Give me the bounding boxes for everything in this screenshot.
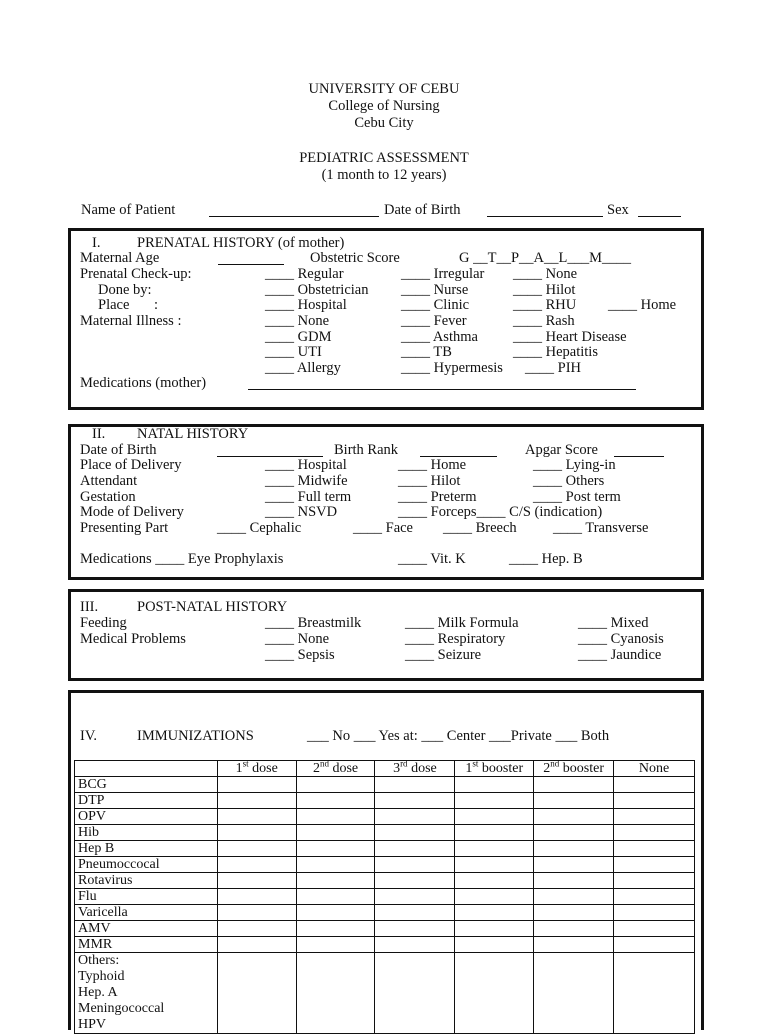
dose-cell[interactable] [296, 841, 375, 857]
dose-cell[interactable] [296, 905, 375, 921]
prenatal-title: PRENATAL HISTORY (of mother) [137, 235, 345, 251]
mother-medications-label: Medications (mother) [80, 375, 207, 391]
feeding-label: Feeding [80, 615, 127, 631]
column-header: 1st dose [217, 761, 296, 777]
dose-cell[interactable] [455, 809, 534, 825]
dob-label: Date of Birth [384, 202, 461, 218]
table-row [75, 937, 695, 953]
illness-fever[interactable]: ____ Fever [401, 313, 467, 329]
dose-cell[interactable] [614, 921, 695, 937]
problem-seizure[interactable]: ____ Seizure [405, 647, 482, 663]
dose-cell[interactable] [455, 953, 534, 1034]
dose-cell[interactable] [217, 937, 296, 953]
attendant-midwife[interactable]: ____ Midwife [265, 473, 348, 489]
other-vaccine-name: Others: [78, 953, 120, 968]
dose-cell[interactable] [534, 921, 614, 937]
dose-cell[interactable] [375, 921, 455, 937]
dose-cell[interactable] [455, 889, 534, 905]
dose-cell[interactable] [217, 841, 296, 857]
problem-respiratory[interactable]: ____ Respiratory [405, 631, 506, 647]
feeding-milk-formula[interactable]: ____ Milk Formula [405, 615, 519, 631]
feeding-breastmilk[interactable]: ____ Breastmilk [265, 615, 362, 631]
section-number-1: I. [92, 235, 101, 251]
presenting-cephalic[interactable]: ____ Cephalic [217, 520, 302, 536]
vaccine-name: Rotavirus [75, 873, 218, 889]
dose-cell[interactable] [614, 905, 695, 921]
table-row [75, 873, 695, 889]
column-header: 1st booster [455, 761, 534, 777]
table-row [75, 825, 695, 841]
dose-cell[interactable] [296, 809, 375, 825]
dose-cell[interactable] [296, 953, 375, 1034]
dose-cell[interactable] [217, 953, 296, 1034]
prenatal-checkup-label: Prenatal Check-up: [80, 266, 192, 282]
natal-vit-k[interactable]: ____ Vit. K [398, 551, 466, 567]
maternal-age-blank[interactable] [218, 264, 284, 265]
postnatal-title: POST-NATAL HISTORY [137, 599, 288, 615]
illness-asthma[interactable]: ____ Asthma [401, 329, 478, 345]
dose-cell[interactable] [375, 841, 455, 857]
dose-cell[interactable] [375, 777, 455, 793]
mother-medications-blank[interactable] [248, 389, 636, 390]
dose-cell[interactable] [375, 889, 455, 905]
obstetric-score-label: Obstetric Score [310, 250, 400, 266]
dose-cell[interactable] [455, 793, 534, 809]
place-home[interactable]: ____ Home [608, 297, 677, 313]
column-header: 2nd dose [296, 761, 375, 777]
gestation-full-term[interactable]: ____ Full term [265, 489, 352, 505]
vaccine-name: Hib [75, 825, 218, 841]
vaccine-name: Hep B [75, 841, 218, 857]
dose-cell[interactable] [455, 825, 534, 841]
column-header: None [614, 761, 695, 777]
place-hospital[interactable]: ____ Hospital [265, 297, 347, 313]
university-name: UNIVERSITY OF CEBU [308, 81, 460, 97]
place-rhu[interactable]: ____ RHU [513, 297, 577, 313]
other-vaccine-name: Meningococcal [78, 1001, 165, 1016]
checkup-none[interactable]: ____ None [513, 266, 578, 282]
illness-heart-disease[interactable]: ____ Heart Disease [513, 329, 627, 345]
patient-name-label: Name of Patient [81, 202, 176, 218]
illness-gdm[interactable]: ____ GDM [265, 329, 332, 345]
dose-cell[interactable] [217, 825, 296, 841]
table-row-others [75, 953, 695, 1034]
delivery-home[interactable]: ____ Home [398, 457, 467, 473]
dose-cell[interactable] [534, 857, 614, 873]
dose-cell[interactable] [614, 841, 695, 857]
problem-sepsis[interactable]: ____ Sepsis [265, 647, 335, 663]
attendant-others[interactable]: ____ Others [533, 473, 605, 489]
table-row [75, 905, 695, 921]
gestation-label: Gestation [80, 489, 136, 505]
dose-cell[interactable] [217, 889, 296, 905]
vaccine-name: OPV [75, 809, 218, 825]
vaccine-name: Varicella [75, 905, 218, 921]
dose-cell[interactable] [614, 777, 695, 793]
dose-cell[interactable] [375, 905, 455, 921]
section-number-2: II. [92, 426, 106, 442]
college-name: College of Nursing [328, 98, 440, 114]
birth-rank-label: Birth Rank [334, 442, 399, 458]
natal-dob-label: Date of Birth [80, 442, 157, 458]
presenting-part-label: Presenting Part [80, 520, 169, 536]
vaccine-name: DTP [75, 793, 218, 809]
other-vaccine-name: HPV [78, 1017, 107, 1032]
dose-cell[interactable] [455, 905, 534, 921]
dose-cell[interactable] [375, 809, 455, 825]
dose-cell[interactable] [296, 873, 375, 889]
illness-pih[interactable]: ____ PIH [525, 360, 581, 376]
dose-cell[interactable] [614, 889, 695, 905]
dose-cell[interactable] [614, 873, 695, 889]
table-row [75, 889, 695, 905]
dose-cell[interactable] [217, 857, 296, 873]
vaccine-header-cell [75, 761, 218, 777]
checkup-irregular[interactable]: ____ Irregular [401, 266, 485, 282]
column-header: 3rd dose [375, 761, 455, 777]
apgar-label: Apgar Score [525, 442, 598, 458]
maternal-illness-label: Maternal Illness : [80, 313, 182, 329]
table-row [75, 857, 695, 873]
dose-cell[interactable] [614, 825, 695, 841]
vaccine-name: BCG [75, 777, 218, 793]
illness-hepatitis[interactable]: ____ Hepatitis [513, 344, 598, 360]
dose-cell[interactable] [614, 937, 695, 953]
dose-cell[interactable] [296, 937, 375, 953]
done-by-obstetrician[interactable]: ____ Obstetrician [265, 282, 369, 298]
attendant-hilot[interactable]: ____ Hilot [398, 473, 461, 489]
dose-cell[interactable] [217, 905, 296, 921]
checkup-regular[interactable]: ____ Regular [265, 266, 344, 282]
other-vaccines-list [75, 953, 218, 1034]
illness-tb[interactable]: ____ TB [401, 344, 452, 360]
dose-cell[interactable] [534, 937, 614, 953]
dose-cell[interactable] [296, 777, 375, 793]
other-vaccine-name: Hep. A [78, 985, 118, 1000]
dose-cell[interactable] [455, 841, 534, 857]
gtpalm-field[interactable]: G __T__P__A__L___M____ [459, 250, 631, 266]
dob-blank[interactable] [487, 216, 603, 217]
dose-cell[interactable] [375, 873, 455, 889]
dose-cell[interactable] [534, 905, 614, 921]
place-colon: : [154, 297, 159, 313]
patient-name-blank[interactable] [209, 216, 379, 217]
dose-cell[interactable] [534, 873, 614, 889]
place-delivery-label: Place of Delivery [80, 457, 182, 473]
dose-cell[interactable] [217, 793, 296, 809]
section-number-4: IV. [80, 728, 98, 744]
problem-none[interactable]: ____ None [265, 631, 330, 647]
delivery-hospital[interactable]: ____ Hospital [265, 457, 347, 473]
dose-cell[interactable] [614, 953, 695, 1034]
done-by-label: Done by: [98, 282, 152, 298]
dose-cell[interactable] [296, 921, 375, 937]
dose-cell[interactable] [534, 825, 614, 841]
age-range: (1 month to 12 years) [321, 167, 447, 183]
problem-cyanosis[interactable]: ____ Cyanosis [578, 631, 664, 647]
dose-cell[interactable] [375, 937, 455, 953]
place-label: Place [98, 297, 130, 313]
dose-cell[interactable] [534, 793, 614, 809]
table-row [75, 793, 695, 809]
illness-allergy[interactable]: ____ Allergy [265, 360, 341, 376]
dose-cell[interactable] [375, 793, 455, 809]
presenting-breech[interactable]: ____ Breech [443, 520, 517, 536]
dose-cell[interactable] [455, 777, 534, 793]
table-row [75, 777, 695, 793]
dose-cell[interactable] [534, 809, 614, 825]
vaccine-name: MMR [75, 937, 218, 953]
city-name: Cebu City [354, 115, 414, 131]
dose-cell[interactable] [455, 857, 534, 873]
dose-cell[interactable] [534, 841, 614, 857]
table-row [75, 809, 695, 825]
dose-cell[interactable] [217, 777, 296, 793]
illness-hypermesis[interactable]: ____ Hypermesis [401, 360, 503, 376]
immunizations-title: IMMUNIZATIONS [137, 728, 254, 744]
immunization-options[interactable]: ___ No ___ Yes at: ___ Center ___Private ___ Both [307, 728, 610, 744]
immunization-table [74, 760, 695, 1034]
gestation-preterm[interactable]: ____ Preterm [398, 489, 477, 505]
illness-rash[interactable]: ____ Rash [513, 313, 575, 329]
gestation-post-term[interactable]: ____ Post term [533, 489, 621, 505]
natal-hep-b[interactable]: ____ Hep. B [509, 551, 583, 567]
mode-forceps-cs[interactable]: ____ Forceps____ C/S (indication) [398, 504, 603, 520]
illness-uti[interactable]: ____ UTI [265, 344, 322, 360]
feeding-mixed[interactable]: ____ Mixed [578, 615, 649, 631]
dose-cell[interactable] [375, 825, 455, 841]
illness-none[interactable]: ____ None [265, 313, 330, 329]
dose-cell[interactable] [217, 921, 296, 937]
column-header: 2nd booster [534, 761, 614, 777]
place-clinic[interactable]: ____ Clinic [401, 297, 470, 313]
dose-cell[interactable] [296, 857, 375, 873]
dose-cell[interactable] [534, 777, 614, 793]
dose-cell[interactable] [217, 873, 296, 889]
dose-cell[interactable] [614, 793, 695, 809]
dose-cell[interactable] [375, 857, 455, 873]
dose-cell[interactable] [455, 921, 534, 937]
done-by-nurse[interactable]: ____ Nurse [401, 282, 469, 298]
delivery-lying-in[interactable]: ____ Lying-in [533, 457, 616, 473]
sex-label: Sex [607, 202, 629, 218]
done-by-hilot[interactable]: ____ Hilot [513, 282, 576, 298]
table-header-row [75, 761, 695, 777]
presenting-face[interactable]: ____ Face [353, 520, 413, 536]
mode-delivery-label: Mode of Delivery [80, 504, 184, 520]
maternal-age-label: Maternal Age [80, 250, 160, 266]
dose-cell[interactable] [296, 825, 375, 841]
presenting-transverse[interactable]: ____ Transverse [553, 520, 649, 536]
dose-cell[interactable] [296, 889, 375, 905]
medical-problems-label: Medical Problems [80, 631, 186, 647]
dose-cell[interactable] [217, 809, 296, 825]
attendant-label: Attendant [80, 473, 138, 489]
vaccine-name: Flu [75, 889, 218, 905]
section-number-3: III. [80, 599, 99, 615]
dose-cell[interactable] [455, 873, 534, 889]
dose-cell[interactable] [455, 937, 534, 953]
dose-cell[interactable] [534, 889, 614, 905]
dose-cell[interactable] [296, 793, 375, 809]
dose-cell[interactable] [614, 809, 695, 825]
natal-eye-prophylaxis[interactable]: Medications ____ Eye Prophylaxis [80, 551, 284, 567]
mode-nsvd[interactable]: ____ NSVD [265, 504, 338, 520]
other-vaccine-name: Typhoid [78, 969, 125, 984]
vaccine-name: Pneumoccocal [75, 857, 218, 873]
table-row [75, 841, 695, 857]
problem-jaundice[interactable]: ____ Jaundice [578, 647, 662, 663]
dose-cell[interactable] [534, 953, 614, 1034]
sex-blank[interactable] [638, 216, 681, 217]
form-title: PEDIATRIC ASSESSMENT [299, 150, 469, 166]
dose-cell[interactable] [375, 953, 455, 1034]
table-row [75, 921, 695, 937]
vaccine-name: AMV [75, 921, 218, 937]
apgar-blank[interactable] [614, 456, 664, 457]
dose-cell[interactable] [614, 857, 695, 873]
natal-title: NATAL HISTORY [137, 426, 249, 442]
